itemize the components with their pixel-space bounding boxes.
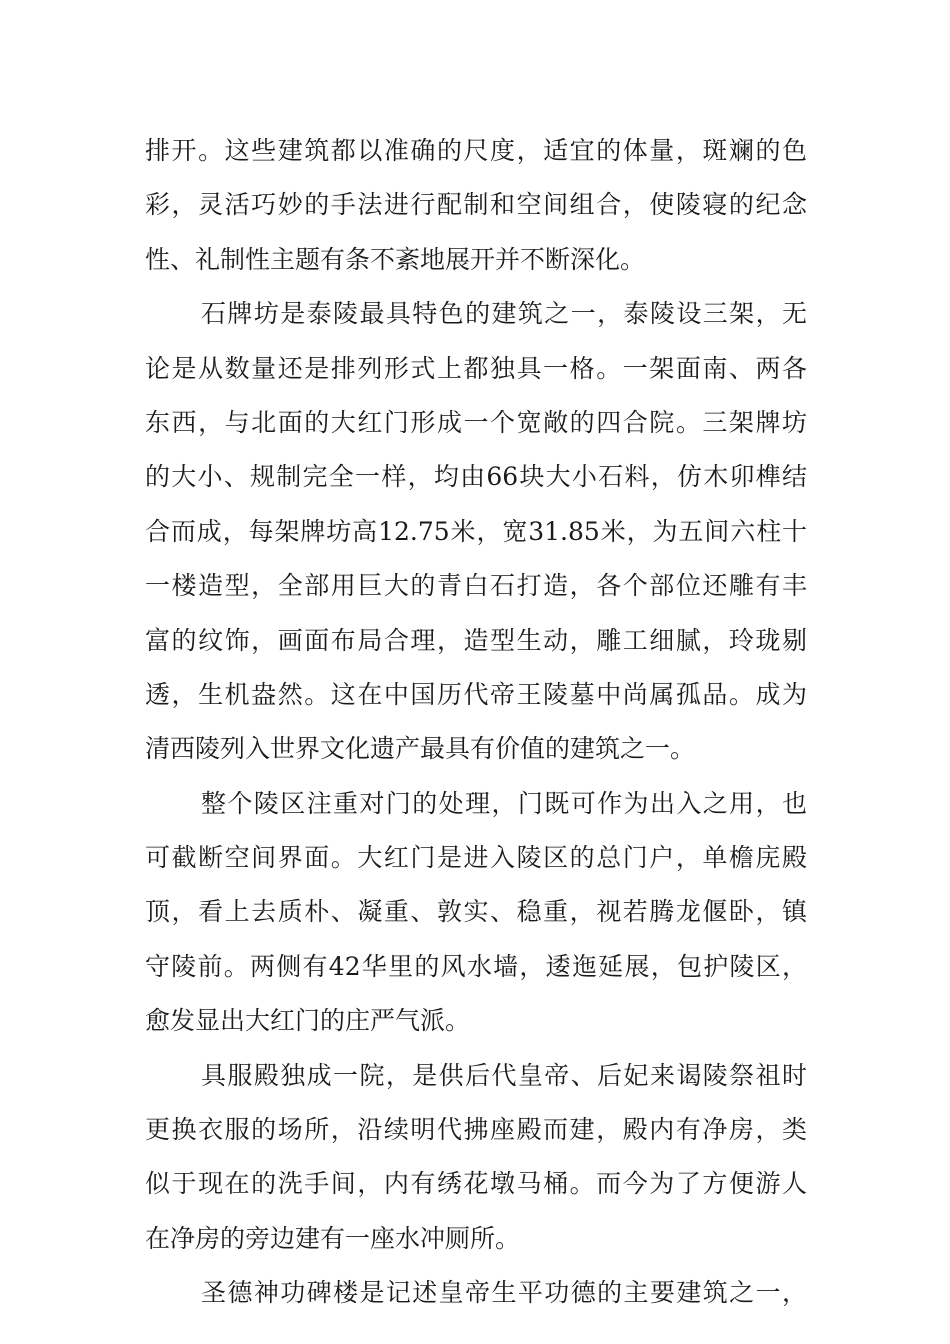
text-line: 东西，与北面的大红门形成一个宽敞的四合院。三架牌坊 (145, 407, 807, 437)
text-line: 石牌坊是泰陵最具特色的建筑之一，泰陵设三架，无 (201, 299, 807, 329)
text-line: 合而成，每架牌坊高12.75米，宽31.85米，为五间六柱十 (145, 516, 807, 546)
text-line: 可截断空间界面。大红门是进入陵区的总门户，单檐庑殿 (145, 843, 807, 873)
text-line: 透，生机盎然。这在中国历代帝王陵墓中尚属孤品。成为 (145, 679, 807, 709)
text-line: 排开。这些建筑都以准确的尺度，适宜的体量，斑斓的色 (145, 136, 807, 165)
text-line: 富的纹饰，画面布局合理，造型生动，雕工细腻，玲珑剔 (145, 625, 807, 655)
text-line: 顶，看上去质朴、凝重、敦实、稳重，视若腾龙偃卧，镇 (145, 897, 807, 927)
text-line: 具服殿独成一院，是供后代皇帝、后妃来谒陵祭祖时 (201, 1060, 807, 1090)
body-text (145, 124, 807, 1321)
text-line: 更换衣服的场所，沿续明代拂座殿而建，殿内有净房，类 (145, 1115, 807, 1145)
text-line: 一楼造型，全部用巨大的青白石打造，各个部位还雕有丰 (145, 571, 807, 601)
text-line: 守陵前。两侧有42华里的风水墙，逶迤延展，包护陵区， (145, 951, 807, 981)
text-line: 似于现在的洗手间，内有绣花墩马桶。而今为了方便游人 (145, 1169, 807, 1199)
text-line: 彩，灵活巧妙的手法进行配制和空间组合，使陵寝的纪念 (145, 190, 807, 220)
text-line: 论是从数量还是排列形式上都独具一格。一架面南、两各 (145, 353, 807, 383)
text-line: 性、礼制性主题有条不紊地展开并不断深化。 (145, 244, 646, 274)
text-line: 愈发显出大红门的庄严气派。 (145, 1006, 471, 1036)
text-line: 在净房的旁边建有一座水冲厕所。 (145, 1223, 521, 1253)
text-line: 圣德神功碑楼是记述皇帝生平功德的主要建筑之一， (201, 1278, 807, 1308)
text-line: 的大小、规制完全一样，均由66块大小石料，仿木卯榫结 (145, 462, 807, 492)
text-line: 整个陵区注重对门的处理，门既可作为出入之用，也 (201, 788, 807, 818)
text-line: 清西陵列入世界文化遗产最具有价值的建筑之一。 (145, 734, 696, 764)
